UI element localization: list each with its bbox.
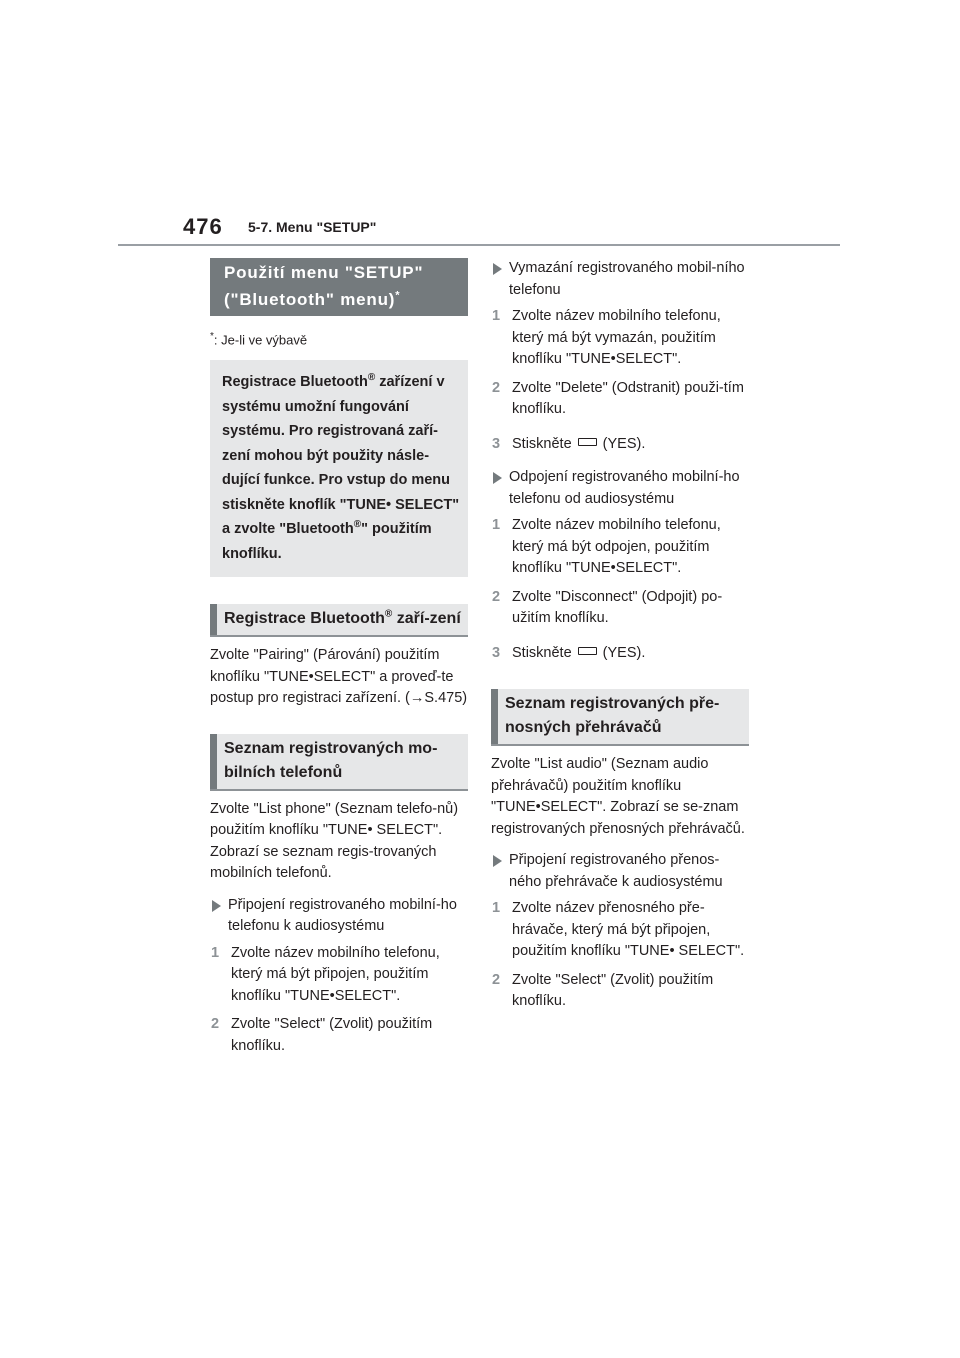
step-text: Zvolte "Delete" (Odstranit) použi-tím knoflíku. <box>512 379 744 417</box>
player-list-paragraph: Zvolte "List audio" (Seznam audio přehrávačů) použitím knoflíku "TUNE•SELECT". Zobrazí se se-znam registrovaných přenosných přehrávačů. <box>491 756 745 837</box>
main-section-title <box>210 258 468 316</box>
step-text: Zvolte "Select" (Zvolit) použitím knoflíku. <box>512 971 714 1009</box>
triangle-bullet-icon <box>493 855 502 867</box>
bullet-text: Připojení registrovaného mobilní-ho telefonu k audiosystému <box>228 896 457 935</box>
registered-mark: ® <box>353 519 362 531</box>
page-number: 476 <box>183 214 223 239</box>
subtitle-player-list: Seznam registrovaných pře-nosných přehrávačů <box>491 689 749 746</box>
step-text: Stiskněte <box>512 435 572 452</box>
step-number: 3 <box>492 644 501 661</box>
button-icon <box>578 647 597 655</box>
step-item <box>491 515 749 580</box>
step-item <box>491 378 749 421</box>
step-number: 1 <box>492 308 501 324</box>
subtitle-phone-list: Seznam registrovaných mo-bilních telefonů <box>210 734 468 791</box>
step-text: Stiskněte <box>512 644 572 661</box>
left-column <box>210 258 468 1057</box>
registration-paragraph: Zvolte "Pairing" (Párování) použitím knoflíku "TUNE•SELECT" a proveď-te postup pro registraci zařízení. (→S.475) <box>210 647 468 707</box>
intro-text-3: " použitím knoflíku. <box>222 521 432 562</box>
step-text: Zvolte název mobilního telefonu, který má být odpojen, použitím knoflíku "TUNE•SELECT". <box>512 517 721 576</box>
step-text: (YES). <box>602 435 646 452</box>
triangle-bullet-icon <box>493 472 502 484</box>
step-item <box>210 943 468 1008</box>
step-number: 2 <box>492 971 501 988</box>
header-divider <box>118 244 840 246</box>
registered-mark: ® <box>367 372 376 384</box>
subtitle-registration <box>210 604 468 637</box>
step-item <box>210 1014 468 1057</box>
bullet-delete-phone <box>491 258 749 301</box>
step-number: 1 <box>211 944 220 961</box>
intro-text-1: Registrace Bluetooth <box>222 374 368 391</box>
bullet-text: Vymazání registrovaného mobil-ního telefonu <box>509 260 745 298</box>
footnote-marker: * <box>395 289 401 302</box>
bullet-disconnect-phone <box>491 467 749 510</box>
step-text: Zvolte "Select" (Zvolit) použitím knoflíku. <box>231 1016 433 1054</box>
step-text: Zvolte název přenosného pře-hrávače, který má být připojen, použitím knoflíku "TUNE• SELECT". <box>512 900 745 959</box>
footnote-text: : Je-li ve výbavě <box>213 332 308 348</box>
step-item <box>491 898 749 963</box>
subtitle-text: Registrace Bluetooth <box>224 610 385 628</box>
step-item <box>491 587 749 630</box>
bullet-connect-player <box>491 850 749 893</box>
intro-text-2: zařízení v systému umožní fungování systému. Pro registrovaná zaří-zení mohou být použity násle-dující funkce. Pro vstup do menu stiskněte knoflík "TUNE• SELECT" a zvolte "Bluetooth <box>222 374 460 538</box>
step-number: 2 <box>211 1016 220 1033</box>
right-column <box>491 258 749 1013</box>
step-text: Zvolte název mobilního telefonu, který má být připojen, použitím knoflíku "TUNE•SELECT". <box>231 944 440 1004</box>
bullet-connect-phone <box>210 895 468 938</box>
step-item <box>491 643 749 665</box>
step-text: Zvolte název mobilního telefonu, který má být vymazán, použitím knoflíku "TUNE•SELECT". <box>512 308 721 367</box>
button-icon <box>578 438 597 446</box>
section-title: 5-7. Menu "SETUP" <box>248 219 377 235</box>
triangle-bullet-icon <box>212 900 221 912</box>
phone-list-paragraph: Zvolte "List phone" (Seznam telefo-nů) použitím knoflíku "TUNE• SELECT". Zobrazí se seznam regis-trovaných mobilních telefonů. <box>210 800 459 882</box>
step-text: (YES). <box>602 644 646 661</box>
subtitle-text-2: zaří-zení <box>392 610 461 628</box>
step-item <box>491 306 749 371</box>
footnote-asterisk: * <box>210 331 214 342</box>
availability-footnote <box>210 328 468 349</box>
step-item <box>491 434 749 456</box>
step-number: 1 <box>492 900 501 916</box>
registered-mark: ® <box>384 609 393 620</box>
step-number: 3 <box>492 435 501 452</box>
step-item <box>491 970 749 1013</box>
main-title-text: Použití menu "SETUP" ("Bluetooth" menu) <box>224 263 424 309</box>
triangle-bullet-icon <box>493 263 502 275</box>
step-number: 2 <box>492 588 501 605</box>
step-number: 1 <box>492 517 501 533</box>
step-text: Zvolte "Disconnect" (Odpojit) po-užitím knoflíku. <box>512 588 723 626</box>
bullet-text: Připojení registrovaného přenos-ného přehrávače k audiosystému <box>509 852 723 890</box>
intro-box <box>210 360 468 577</box>
step-number: 2 <box>492 379 501 396</box>
bullet-text: Odpojení registrovaného mobilní-ho telefonu od audiosystému <box>509 469 740 507</box>
